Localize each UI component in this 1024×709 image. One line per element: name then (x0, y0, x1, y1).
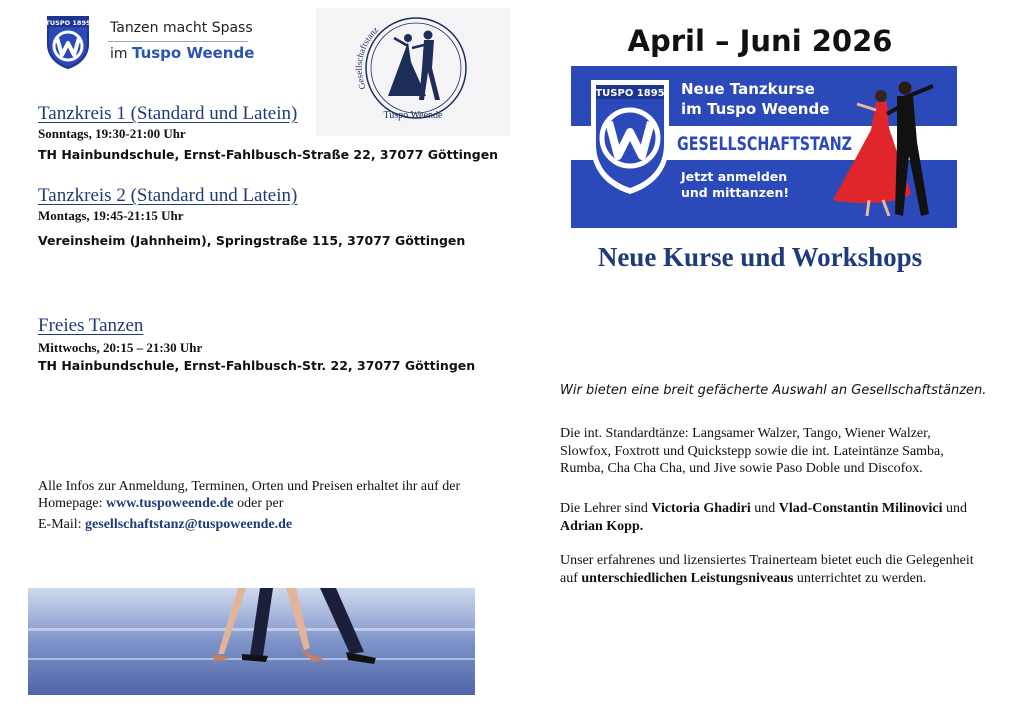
course-3-address: TH Hainbundschule, Ernst-Fahlbusch-Str. 22, 37077 Göttingen (38, 358, 476, 373)
dancers-emblem (316, 8, 510, 136)
info-line: Alle Infos zur Anmeldung, Terminen, Orten und Preisen erhaltet ihr auf der (38, 479, 461, 494)
course-3-title: Freies Tanzen (38, 315, 144, 336)
homepage-line (38, 496, 283, 512)
courses-subheading: Neue Kurse und Workshops (597, 242, 923, 272)
course-3-time: Mittwochs, 20:15 – 21:30 Uhr (38, 340, 203, 355)
course-1-address: TH Hainbundschule, Ernst-Fahlbusch-Straße 22, 37077 Göttingen (38, 147, 499, 162)
svg-text:TUSPO 1895: TUSPO 1895 (45, 19, 91, 27)
email-link[interactable]: gesellschaftstanz@tuspoweende.de (85, 517, 293, 532)
homepage-label: Homepage: (38, 496, 103, 511)
team-text-2: unterrichtet zu werden. (796, 570, 927, 586)
teachers-paragraph (560, 500, 980, 535)
homepage-link[interactable]: www.tuspoweende.de (106, 496, 234, 511)
teacher-3: Adrian Kopp. (560, 518, 644, 534)
svg-text:GESELLSCHAFTSTANZ: GESELLSCHAFTSTANZ (677, 133, 852, 155)
dance-floor-photo (28, 588, 475, 695)
date-range-headline: April – Juni 2026 (627, 24, 893, 58)
course-1-time: Sonntags, 19:30-21:00 Uhr (38, 126, 186, 141)
course-2-time: Montags, 19:45-21:15 Uhr (38, 208, 184, 223)
team-paragraph (560, 552, 980, 587)
svg-text:im Tuspo Weende: im Tuspo Weende (681, 100, 830, 118)
logo-divider (108, 41, 248, 42)
team-text-1: Unser erfahrenes und lizensiertes Trainerteam bietet euch die Gelegenheit auf (560, 553, 974, 586)
dances-paragraph: Die int. Standardtänze: Langsamer Walzer, Tango, Wiener Walzer, Slowfox, Foxtrott und Quickstepp sowie die int. Lateintänze Samba, Rumba, Cha Cha Cha, und Jive sowie Paso Doble und Discofox. (560, 426, 944, 476)
teachers-prefix: Die Lehrer sind (560, 501, 648, 516)
teachers-and-1: und (754, 501, 776, 516)
tuspo-shield-logo (45, 14, 91, 70)
email-line (38, 517, 292, 533)
logo-slogan: Tanzen macht Spass (110, 20, 253, 36)
logo-club-name: im Tuspo Weende (110, 44, 255, 62)
tagline: Wir bieten eine breit gefächerte Auswahl an Gesellschaftstänzen. (560, 383, 987, 398)
email-label: E-Mail: (38, 517, 82, 532)
homepage-suffix: oder per (237, 496, 284, 511)
svg-text:Neue Tanzkurse: Neue Tanzkurse (681, 80, 815, 98)
course-2-address: Vereinsheim (Jahnheim), Springstraße 115, 37077 Göttingen (38, 233, 466, 248)
course-2-title: Tanzkreis 2 (Standard und Latein) (38, 185, 298, 206)
teachers-and-2: und (946, 501, 968, 516)
emblem-label: Tuspo Weende (383, 110, 443, 121)
course-1-title: Tanzkreis 1 (Standard und Latein) (38, 103, 298, 124)
svg-text:TUSPO 1895: TUSPO 1895 (595, 88, 665, 99)
svg-text:und mittanzen!: und mittanzen! (681, 185, 790, 200)
team-levels: unterschiedlichen Leistungsniveaus (581, 570, 794, 586)
teacher-2: Vlad-Constantin Milinovici (778, 501, 943, 516)
teacher-1: Victoria Ghadiri (651, 501, 751, 516)
course-banner (571, 66, 957, 228)
svg-text:Jetzt anmelden: Jetzt anmelden (681, 169, 788, 184)
svg-text:Gesellschaftstanz: Gesellschaftstanz (353, 24, 381, 91)
